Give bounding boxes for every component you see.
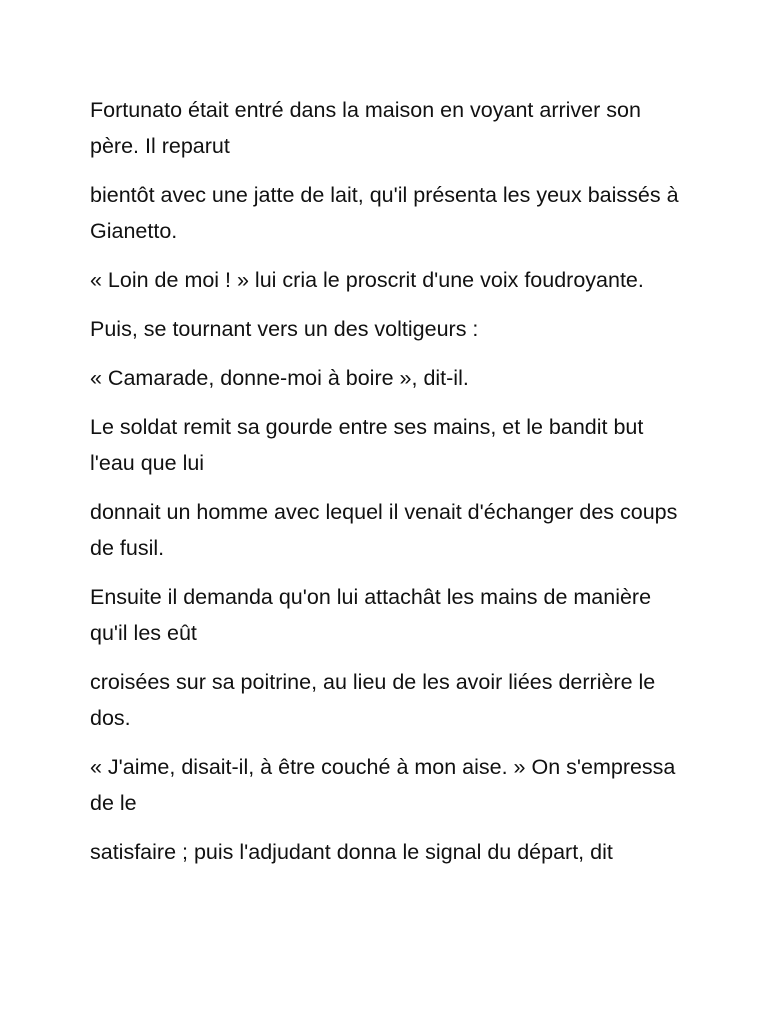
paragraph-2: bientôt avec une jatte de lait, qu'il présenta les yeux baissés à Gianetto. <box>90 183 679 243</box>
paragraph-10: « J'aime, disait-il, à être couché à mon aise. » On s'empressa de le <box>90 755 676 815</box>
paragraph-8: Ensuite il demanda qu'on lui attachât les mains de manière qu'il les eût <box>90 585 652 645</box>
paragraph-9: croisées sur sa poitrine, au lieu de les avoir liées derrière le dos. <box>90 670 656 730</box>
paragraph-1: Fortunato était entré dans la maison en voyant arriver son père. Il reparut <box>90 98 641 158</box>
paragraph-7: donnait un homme avec lequel il venait d'échanger des coups de fusil. <box>90 500 678 560</box>
paragraph-6: Le soldat remit sa gourde entre ses mains, et le bandit but l'eau que lui <box>90 415 644 475</box>
text-body <box>90 92 680 883</box>
paragraph-4: Puis, se tournant vers un des voltigeurs : <box>90 317 479 341</box>
paragraph-3: « Loin de moi ! » lui cria le proscrit d'une voix foudroyante. <box>90 268 644 292</box>
paragraph-11: satisfaire ; puis l'adjudant donna le signal du départ, dit <box>90 840 613 864</box>
paragraph-5: « Camarade, donne-moi à boire », dit-il. <box>90 366 469 390</box>
